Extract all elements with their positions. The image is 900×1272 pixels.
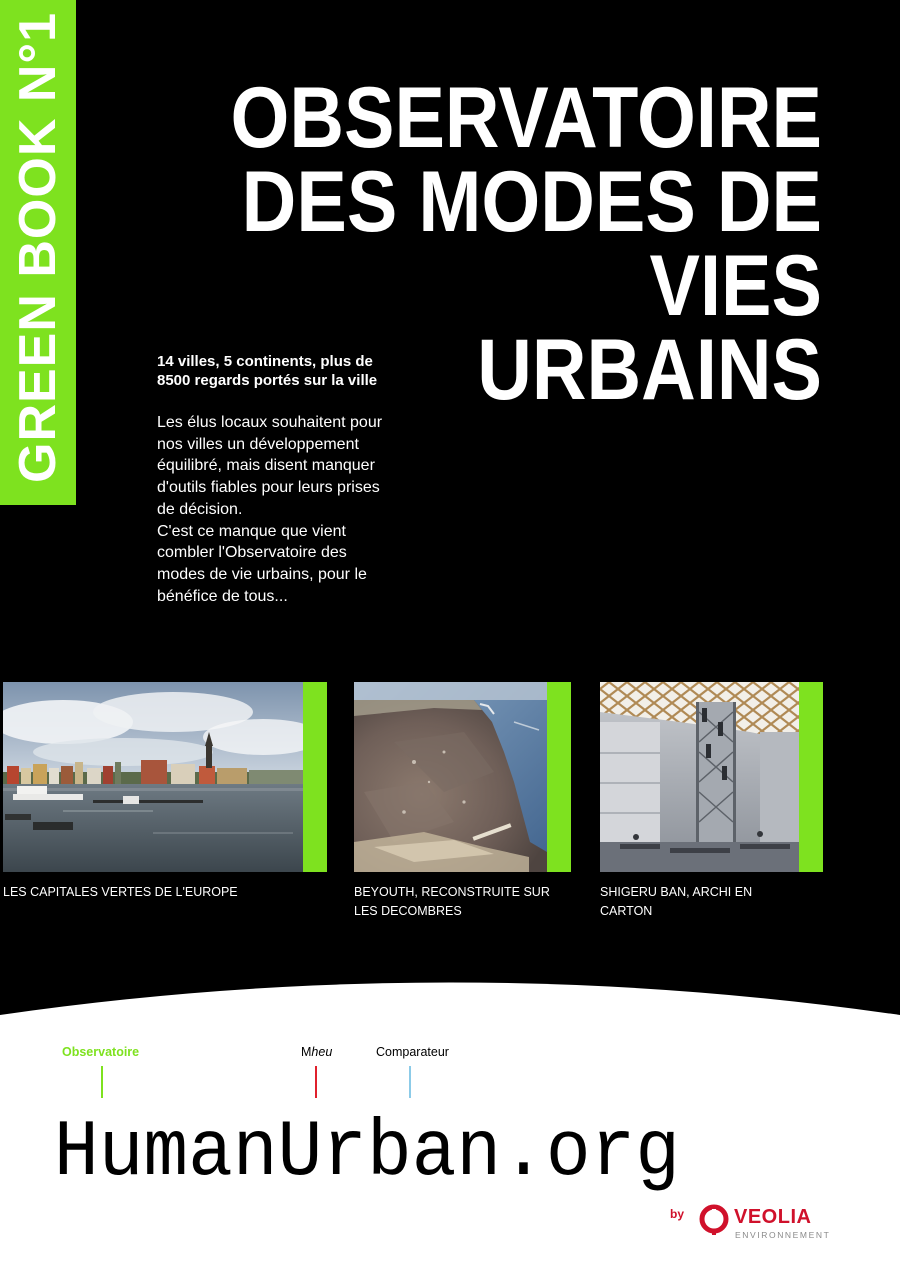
mheu-label-prefix: M — [301, 1045, 312, 1059]
title-line: OBSERVATOIRE — [230, 70, 822, 166]
caption-line: BEYOUTH, RECONSTRUITE SUR — [354, 885, 550, 899]
title-line: URBAINS — [477, 322, 822, 418]
intro-line: C'est ce manque que vient — [157, 522, 346, 540]
intro-section — [157, 352, 407, 607]
intro-body — [157, 412, 407, 607]
article-caption-shigeru-ban[interactable] — [600, 883, 820, 921]
veolia-emblem-icon — [698, 1203, 730, 1237]
title-line: DES MODES DE — [241, 154, 822, 250]
veolia-subtitle: ENVIRONNEMENT — [735, 1230, 831, 1240]
title-line: VIES — [649, 238, 822, 334]
observatoire-label[interactable]: Observatoire — [62, 1045, 140, 1059]
article-photo-beirut[interactable] — [354, 682, 547, 872]
green-side-band — [0, 0, 76, 505]
intro-line: nos villes un développement — [157, 435, 359, 453]
caption-line: LES DECOMBRES — [354, 904, 462, 918]
site-name: HumanUrban.org — [54, 1108, 680, 1198]
mheu-label[interactable] — [301, 1045, 332, 1059]
article-caption-beirut[interactable] — [354, 883, 584, 921]
intro-line: équilibré, mais disent manquer — [157, 457, 375, 475]
observatoire-tick — [101, 1066, 103, 1098]
intro-line: d'outils fiables pour leurs prises — [157, 479, 380, 497]
humanurban-logo[interactable] — [50, 1098, 690, 1198]
article-caption-green-capitals[interactable] — [3, 883, 323, 902]
green-book-label: GREEN BOOK N°1 — [9, 11, 67, 483]
comparateur-tick — [409, 1066, 411, 1098]
intro-line: bénéfice de tous... — [157, 587, 288, 605]
mheu-label-suffix: heu — [311, 1045, 333, 1059]
intro-lead: 14 villes, 5 continents, plus de 8500 regards portés sur la ville — [157, 353, 378, 389]
intro-line: de décision. — [157, 500, 243, 518]
intro-line: modes de vie urbains, pour le — [157, 565, 367, 583]
article-accent-bar — [303, 682, 327, 872]
caption-line: SHIGERU BAN, ARCHI EN — [600, 885, 753, 899]
article-accent-bar — [547, 682, 571, 872]
article-photo-green-capitals[interactable] — [3, 682, 303, 872]
comparateur-label[interactable]: Comparateur — [376, 1045, 449, 1059]
mheu-tick — [315, 1066, 317, 1098]
veolia-logo[interactable] — [698, 1203, 848, 1245]
caption-line: CARTON — [600, 904, 653, 918]
intro-line: Les élus locaux souhaitent pour — [157, 414, 383, 431]
article-accent-bar — [799, 682, 823, 872]
article-photo-shigeru-ban[interactable] — [600, 682, 799, 872]
by-label: by — [670, 1207, 685, 1221]
caption-line: LES CAPITALES VERTES DE L'EUROPE — [3, 885, 238, 899]
intro-line: combler l'Observatoire des — [157, 544, 347, 562]
veolia-name: VEOLIA — [734, 1206, 812, 1228]
